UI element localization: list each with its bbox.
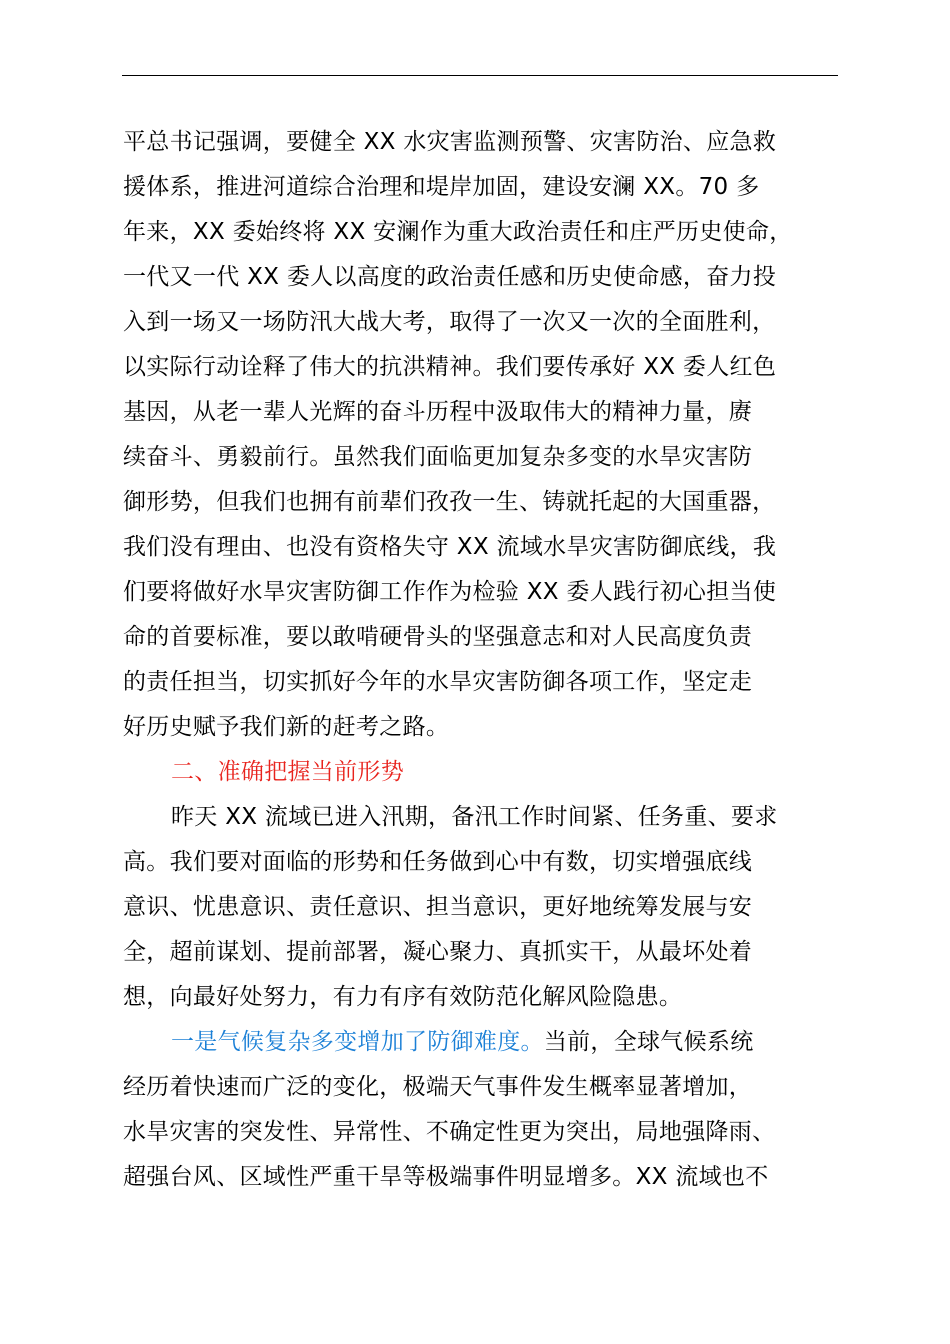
text-line: 续奋斗、勇毅前行。虽然我们面临更加复杂多变的水旱灾害防 [123,444,753,470]
text-line: 入到一场又一场防汛大战大考，取得了一次又一次的全面胜利， [123,309,776,335]
text-line: 御形势，但我们也拥有前辈们孜孜一生、铸就托起的大国重器， [123,489,776,515]
text-line: 命的首要标准，要以敢啃硬骨头的坚强意志和对人民高度负责 [123,624,753,650]
header-rule [122,75,838,76]
text-line [123,1020,843,1065]
text-line: 高。我们要对面临的形势和任务做到心中有数，切实增强底线 [123,849,753,875]
text-line: 基因，从老一辈人光辉的奋斗历程中汲取伟大的精神力量，赓 [123,399,753,425]
text-line: 昨天 XX 流域已进入汛期，备汛工作时间紧、任务重、要求 [171,804,778,830]
text-line: 经历着快速而广泛的变化，极端天气事件发生概率显著增加， [123,1074,753,1100]
text-line: 意识、忧患意识、责任意识、担当意识，更好地统筹发展与安 [123,894,753,920]
text-line: 超强台风、区域性严重干旱等极端事件明显增多。XX 流域也不 [123,1164,769,1190]
text-line: 我们没有理由、也没有资格失守 XX 流域水旱灾害防御底线，我 [123,534,777,560]
text-line: 一代又一代 XX 委人以高度的政治责任感和历史使命感，奋力投 [123,264,777,290]
text-line: 以实际行动诠释了伟大的抗洪精神。我们要传承好 XX 委人红色 [123,354,777,380]
section-heading: 二、准确把握当前形势 [171,759,404,785]
text-fragment: 当前，全球气候系统 [543,1029,754,1055]
text-line: 的责任担当，切实抓好今年的水旱灾害防御各项工作，坚定走 [123,669,753,695]
highlight-phrase: 一是气候复杂多变增加了防御难度。 [171,1029,544,1055]
document-body [123,120,843,1200]
text-line: 全，超前谋划、提前部署，凝心聚力、真抓实干，从最坏处着 [123,939,753,965]
text-line: 年来，XX 委始终将 XX 安澜作为重大政治责任和庄严历史使命， [123,219,793,245]
text-line: 们要将做好水旱灾害防御工作作为检验 XX 委人践行初心担当使 [123,579,777,605]
paragraph-2 [123,795,843,1020]
paragraph-3 [123,1020,843,1200]
text-line: 平总书记强调，要健全 XX 水灾害监测预警、灾害防治、应急救 [123,129,777,155]
text-line: 水旱灾害的突发性、异常性、不确定性更为突出，局地强降雨、 [123,1119,776,1145]
text-line: 想，向最好处努力，有力有序有效防范化解风险隐患。 [123,984,683,1010]
paragraph-1 [123,120,843,750]
text-line: 好历史赋予我们新的赶考之路。 [123,714,450,740]
text-line: 援体系，推进河道综合治理和堤岸加固，建设安澜 XX。70 多 [123,174,760,200]
